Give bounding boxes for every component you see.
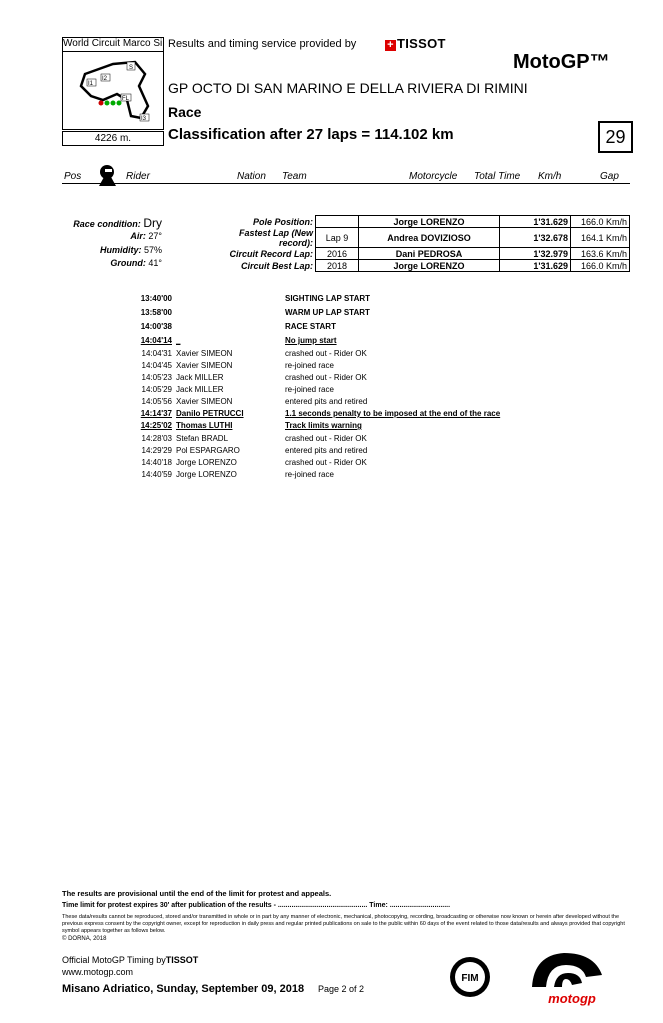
official-timing-sponsor: TISSOT: [165, 955, 199, 965]
motogp-logo-text: motogp: [548, 991, 596, 1006]
event-time: 14:28'03: [141, 434, 172, 443]
service-text: Results and timing service provided by: [168, 38, 357, 50]
record-label: Circuit Best Lap:: [240, 260, 313, 271]
record-info: [316, 216, 359, 228]
event-time: 14:04'31: [141, 349, 172, 358]
event-desc: crashed out - Rider OK: [285, 349, 367, 358]
race-number: 29: [598, 121, 633, 153]
event-rider: Stefan BRADL: [176, 434, 229, 443]
event-time: 14:04'14: [140, 336, 172, 345]
col-gap: Gap: [600, 171, 619, 182]
event-desc: 1.1 seconds penalty to be imposed at the end of the race: [285, 409, 501, 418]
event-rider: Thomas LUTHI: [176, 421, 233, 430]
record-row: [205, 248, 630, 260]
track-map: [73, 56, 153, 124]
record-row: [205, 260, 630, 272]
record-rider: Jorge LORENZO: [359, 216, 500, 228]
record-time: 1'31.629: [500, 216, 571, 228]
event-desc: re-joined race: [285, 361, 334, 370]
event-time: 14:40'59: [141, 470, 172, 479]
race-condition: [62, 216, 162, 230]
website: www.motogp.com: [62, 967, 134, 977]
race-condition-label: Race condition:: [73, 219, 141, 229]
col-team: Team: [282, 171, 307, 182]
event-desc: re-joined race: [285, 385, 334, 394]
event-time: 14:04'45: [141, 361, 172, 370]
event-rider: Pol ESPARGARO: [176, 446, 240, 455]
event-time: 13:58'00: [140, 308, 172, 317]
tissot-logo: [385, 36, 446, 51]
circuit-name: World Circuit Marco Si: [63, 38, 163, 52]
event-time: 14:05'23: [141, 373, 172, 382]
event-desc: crashed out - Rider OK: [285, 373, 367, 382]
col-rider: Rider: [126, 171, 150, 182]
record-speed: 164.1 Km/h: [571, 228, 630, 248]
air-label: Air:: [130, 231, 146, 241]
tissot-cross: +: [385, 40, 396, 51]
circuit-length: 4226 m.: [62, 131, 164, 146]
event-rider: Jorge LORENZO: [176, 458, 237, 467]
session-name: Race: [168, 104, 202, 120]
event-time: 14:25'02: [140, 421, 172, 430]
record-label: Pole Position:: [252, 216, 313, 227]
fim-logo-text: FIM: [461, 973, 479, 984]
event-time: 14:05'56: [141, 397, 172, 406]
event-rider: Xavier SIMEON: [176, 361, 233, 370]
record-rider: Jorge LORENZO: [359, 260, 500, 272]
col-pos: Pos: [64, 171, 82, 182]
track-label-i2: I2: [102, 76, 108, 82]
record-info: 2018: [316, 260, 359, 272]
air-temp: [62, 231, 162, 241]
official-timing: [62, 955, 198, 965]
event-rider: Xavier SIMEON: [176, 349, 233, 358]
event-rider: Danilo PETRUCCI: [176, 409, 244, 418]
page-number: Page 2 of 2: [318, 984, 365, 994]
event-time: 14:00'38: [140, 322, 172, 331]
event-time: 14:05'29: [141, 385, 172, 394]
gp-name: GP OCTO DI SAN MARINO E DELLA RIVIERA DI RIMINI: [168, 80, 528, 96]
col-kmh: Km/h: [538, 171, 562, 182]
official-timing-text: Official MotoGP Timing by: [62, 955, 166, 965]
track-label-fl: FL: [122, 96, 130, 102]
race-condition-value: Dry: [143, 216, 162, 230]
provisional-note: The results are provisional until the end of the limit for protest and appeals.: [62, 889, 332, 898]
event-time: 13:40'00: [140, 294, 172, 303]
record-label: Circuit Record Lap:: [229, 248, 313, 259]
event-desc: entered pits and retired: [285, 397, 368, 406]
circuit-box: [62, 37, 164, 130]
col-total-time: Total Time: [474, 171, 521, 182]
record-speed: 166.0 Km/h: [571, 260, 630, 272]
event-desc: crashed out - Rider OK: [285, 458, 367, 467]
record-time: 1'32.979: [500, 248, 571, 260]
record-info: Lap 9: [316, 228, 359, 248]
ground-temp: [62, 258, 162, 268]
humidity-value: 57%: [143, 245, 162, 255]
record-rider: Andrea DOVIZIOSO: [359, 228, 500, 248]
legal-note: These data/results cannot be reproduced, stored and/or transmitted in whole or in part by any manner of electronic, mechanical, photocopying, recording, broadcasting or otherwise now known or herein after developed without the previous express consent by the copyright owner, except for reproduction in daily press and regular printed publications on sale to the public within 60 days of the event related to those data/results and always provided that copyright symbol appears together as follows below.: [62, 914, 625, 934]
record-time: 1'32.678: [500, 228, 571, 248]
event-desc: re-joined race: [285, 470, 334, 479]
air-value: 27°: [148, 231, 162, 241]
fim-logo: [448, 955, 492, 999]
event-time: 14:14'37: [140, 409, 172, 418]
location-date: Misano Adriatico, Sunday, September 09, 2018: [62, 983, 305, 995]
classification-title: Classification after 27 laps = 114.102 km: [168, 126, 454, 143]
event-rider: _: [176, 336, 181, 345]
humidity-label: Humidity:: [99, 245, 142, 255]
header-divider: [62, 183, 630, 184]
record-label: Fastest Lap (New record):: [238, 227, 313, 248]
record-rider: Dani PEDROSA: [359, 248, 500, 260]
record-speed: 163.6 Km/h: [571, 248, 630, 260]
record-info: 2016: [316, 248, 359, 260]
event-rider: Jorge LORENZO: [176, 470, 237, 479]
col-nation: Nation: [237, 171, 266, 182]
event-desc: crashed out - Rider OK: [285, 434, 367, 443]
ground-label: Ground:: [110, 258, 146, 268]
humidity: [62, 245, 162, 255]
record-time: 1'31.629: [500, 260, 571, 272]
motogp-logo: [524, 947, 614, 1007]
event-desc: RACE START: [285, 322, 336, 331]
record-speed: 166.0 Km/h: [571, 216, 630, 228]
event-desc: WARM UP LAP START: [285, 308, 370, 317]
col-motorcycle: Motorcycle: [409, 171, 458, 182]
tissot-text: TISSOT: [397, 36, 446, 51]
copyright: © DORNA, 2018: [62, 936, 107, 942]
event-rider: Jack MILLER: [176, 373, 224, 382]
event-desc: SIGHTING LAP START: [285, 294, 371, 303]
protest-note: Time limit for protest expires 30' after publication of the results - .............................................. Time: ...............................: [62, 902, 451, 909]
motogp-brand: MotoGP™: [513, 51, 610, 73]
event-desc: No jump start: [285, 336, 337, 345]
track-label-i3: I3: [141, 116, 147, 122]
ground-value: 41°: [148, 258, 162, 268]
records-table: [205, 215, 630, 272]
event-rider: Xavier SIMEON: [176, 397, 233, 406]
event-desc: entered pits and retired: [285, 446, 368, 455]
record-row: [205, 228, 630, 248]
track-label-s: S: [129, 65, 134, 71]
event-time: 14:40'18: [141, 458, 172, 467]
record-row: [205, 216, 630, 228]
event-time: 14:29'29: [141, 446, 172, 455]
event-desc: Track limits warning: [285, 421, 362, 430]
track-label-i1: I1: [88, 81, 94, 87]
event-rider: Jack MILLER: [176, 385, 224, 394]
